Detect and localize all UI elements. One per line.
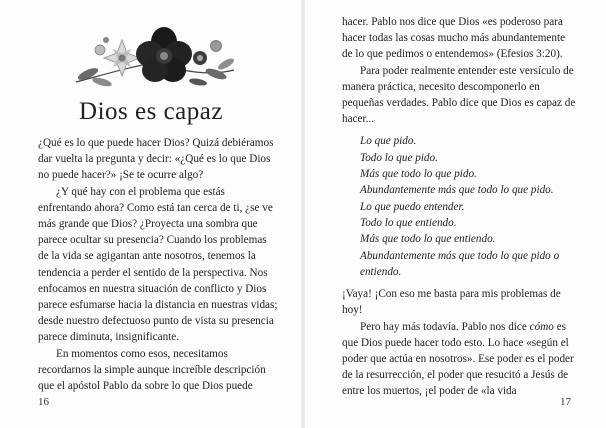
poem-line: Todo lo que entiendo. [360,216,457,229]
poem-line: Más que todo lo que pido. [360,168,477,181]
poem-list [360,133,578,280]
page-number-left: 16 [38,396,49,408]
flower-illustration-icon [66,24,246,96]
poem-line: Abundantemente más que todo lo que pido o entiendo. [360,249,560,278]
italic-word: cómo [529,320,554,333]
paragraph [342,319,578,400]
left-page-body [38,135,278,394]
paragraph: ¿Qué es lo que puede hacer Dios? Quizá debiéramos dar vuelta la pregunta y decir: «¿Qué es lo que Dios no puede hacer?» ¡Se te ocurre algo? [38,137,274,182]
right-page-body [342,14,578,400]
chapter-title: Dios es capaz [79,98,223,125]
text-run: es que Dios puede hacer todo esto. Lo hace «según el poder que actúa en nosotros». Ese poder es el poder de la resurrección, el poder que resucitó a Jesús de entre los muertos, ¡el poder de «la vida [342,320,574,398]
text-run: Pero hay más todavía. Pablo nos dice [360,320,530,333]
poem-line: Lo que puedo entender. [360,200,465,213]
page-number-right: 17 [560,396,571,408]
paragraph: ¿Y qué hay con el problema que estás enfrentando ahora? Como está tan cerca de ti, ¿se ve más grande que Dios? ¿Proyecta una sombra que parece ocultar su presencia? Cuando los problemas de la vida se agigantan ante nosotros, tenemos la tendencia a perder el sentido de la perspectiva. Nos enfocamos en nuestra situación de conflicto y Dios parece esfumarse hacia la distancia en nuestras vidas; desde nuestro defectuoso punto de vista su presencia parece diminuta, insignificante. [38,185,278,344]
left-page [0,0,302,428]
paragraph: ¡Vaya! ¡Con eso me basta para mis problemas de hoy! [342,288,561,317]
poem-line: Todo lo que pido. [360,151,438,164]
poem-line: Abundantemente más que todo lo que pido. [360,184,554,197]
poem-line: Más que todo lo que entiendo. [360,233,496,246]
paragraph: Para poder realmente entender este versículo de manera práctica, necesito descomponerlo en pequeñas verdades. Pablo dice que Dios es capaz de hacer... [342,64,576,126]
paragraph: hacer. Pablo nos dice que Dios «es poderoso para hacer todas las cosas mucho más abundantemente de lo que pedimos o entendemos» (Efesios 3:20). [342,16,566,61]
paragraph: En momentos como esos, necesitamos recordarnos la simple aunque increíble descripción que el apóstol Pablo da sobre lo que Dios puede [38,347,266,393]
poem-line: Lo que pido. [360,135,417,148]
